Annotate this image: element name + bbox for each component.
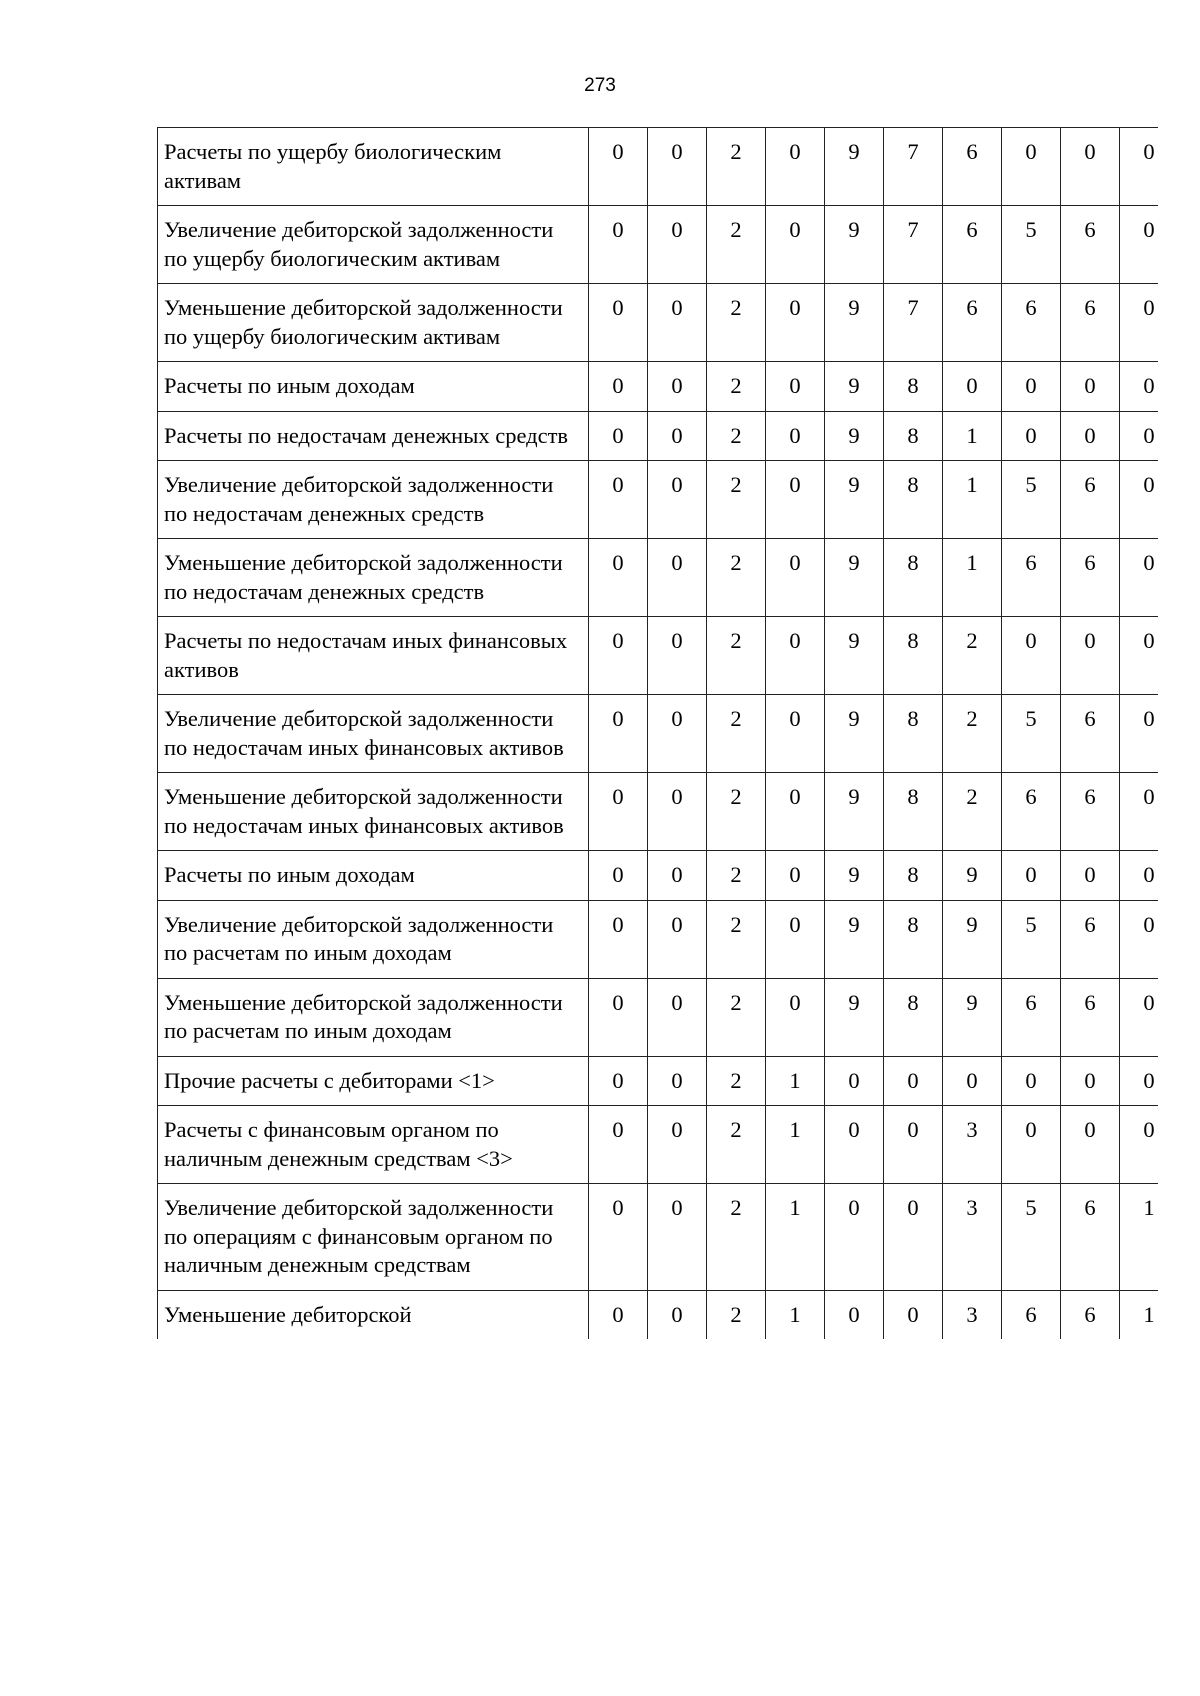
code-digit: 3 xyxy=(943,1184,1002,1291)
code-digit: 9 xyxy=(825,978,884,1056)
code-digit: 0 xyxy=(648,1184,707,1291)
code-digit: 1 xyxy=(943,461,1002,539)
code-digit: 9 xyxy=(825,539,884,617)
code-digit: 0 xyxy=(1061,617,1120,695)
code-digit: 0 xyxy=(648,284,707,362)
code-digit: 0 xyxy=(589,206,648,284)
code-digit: 0 xyxy=(648,411,707,461)
code-digit: 7 xyxy=(884,128,943,206)
code-digit: 6 xyxy=(943,284,1002,362)
table-row xyxy=(158,617,1159,695)
code-digit: 0 xyxy=(943,362,1002,412)
page-number: 273 xyxy=(584,75,616,96)
table-row xyxy=(158,978,1159,1056)
row-label: Уменьшение дебиторской xyxy=(158,1290,589,1339)
code-digit: 0 xyxy=(1120,461,1159,539)
code-digit: 0 xyxy=(1120,1056,1159,1106)
code-digit: 0 xyxy=(648,1290,707,1339)
table-row xyxy=(158,362,1159,412)
code-digit: 5 xyxy=(1002,695,1061,773)
code-digit: 0 xyxy=(766,851,825,901)
code-digit: 0 xyxy=(825,1106,884,1184)
code-digit: 2 xyxy=(707,1056,766,1106)
code-digit: 0 xyxy=(1120,1106,1159,1184)
row-label: Увеличение дебиторской задолженности по недостачам иных финансовых активов xyxy=(158,695,589,773)
code-digit: 6 xyxy=(1002,1290,1061,1339)
code-digit: 0 xyxy=(589,1056,648,1106)
row-label: Уменьшение дебиторской задолженности по ущербу биологическим активам xyxy=(158,284,589,362)
code-digit: 9 xyxy=(825,851,884,901)
code-digit: 0 xyxy=(1002,128,1061,206)
code-digit: 6 xyxy=(1061,773,1120,851)
table-row xyxy=(158,900,1159,978)
code-digit: 0 xyxy=(1002,851,1061,901)
code-digit: 0 xyxy=(648,206,707,284)
code-digit: 0 xyxy=(1120,851,1159,901)
row-label: Расчеты по ущербу биологическим активам xyxy=(158,128,589,206)
code-digit: 9 xyxy=(825,900,884,978)
code-digit: 0 xyxy=(1120,206,1159,284)
code-digit: 5 xyxy=(1002,206,1061,284)
code-digit: 0 xyxy=(589,773,648,851)
row-label: Расчеты по недостачам денежных средств xyxy=(158,411,589,461)
code-digit: 0 xyxy=(766,539,825,617)
code-digit: 0 xyxy=(648,1056,707,1106)
code-digit: 0 xyxy=(1120,978,1159,1056)
code-digit: 0 xyxy=(648,539,707,617)
code-digit: 0 xyxy=(589,851,648,901)
table-row xyxy=(158,851,1159,901)
table-row xyxy=(158,1290,1159,1339)
code-digit: 0 xyxy=(648,773,707,851)
code-digit: 0 xyxy=(884,1184,943,1291)
code-digit: 0 xyxy=(1120,284,1159,362)
code-digit: 6 xyxy=(1061,1290,1120,1339)
table-container xyxy=(157,127,1158,1624)
row-label: Расчеты по иным доходам xyxy=(158,851,589,901)
code-digit: 2 xyxy=(707,461,766,539)
code-digit: 0 xyxy=(648,128,707,206)
code-digit: 0 xyxy=(766,900,825,978)
code-digit: 0 xyxy=(766,773,825,851)
code-digit: 0 xyxy=(1120,362,1159,412)
code-digit: 0 xyxy=(648,461,707,539)
code-digit: 0 xyxy=(589,128,648,206)
code-digit: 0 xyxy=(589,411,648,461)
code-digit: 2 xyxy=(707,851,766,901)
table-row xyxy=(158,1184,1159,1291)
code-digit: 9 xyxy=(825,128,884,206)
code-digit: 7 xyxy=(884,206,943,284)
table-row xyxy=(158,128,1159,206)
code-digit: 0 xyxy=(589,695,648,773)
code-digit: 1 xyxy=(766,1056,825,1106)
code-digit: 1 xyxy=(943,411,1002,461)
code-digit: 2 xyxy=(707,1290,766,1339)
code-digit: 0 xyxy=(766,362,825,412)
code-digit: 0 xyxy=(766,128,825,206)
code-digit: 0 xyxy=(766,411,825,461)
code-digit: 6 xyxy=(943,128,1002,206)
code-digit: 0 xyxy=(1002,411,1061,461)
code-digit: 6 xyxy=(1061,1184,1120,1291)
code-digit: 6 xyxy=(1061,461,1120,539)
code-digit: 0 xyxy=(589,1290,648,1339)
code-digit: 9 xyxy=(825,617,884,695)
code-digit: 0 xyxy=(648,617,707,695)
code-digit: 9 xyxy=(825,206,884,284)
code-digit: 8 xyxy=(884,773,943,851)
table-row xyxy=(158,461,1159,539)
code-digit: 9 xyxy=(825,461,884,539)
code-digit: 0 xyxy=(589,617,648,695)
code-digit: 0 xyxy=(648,978,707,1056)
code-digit: 0 xyxy=(648,695,707,773)
code-digit: 0 xyxy=(766,978,825,1056)
code-digit: 9 xyxy=(943,978,1002,1056)
code-digit: 0 xyxy=(589,900,648,978)
code-digit: 0 xyxy=(589,978,648,1056)
code-digit: 0 xyxy=(1120,695,1159,773)
code-digit: 0 xyxy=(589,362,648,412)
code-digit: 0 xyxy=(1120,539,1159,617)
row-label: Расчеты с финансовым органом по наличным денежным средствам <3> xyxy=(158,1106,589,1184)
code-digit: 0 xyxy=(1061,128,1120,206)
code-digit: 0 xyxy=(766,284,825,362)
code-digit: 0 xyxy=(648,362,707,412)
code-digit: 0 xyxy=(1120,411,1159,461)
code-digit: 3 xyxy=(943,1106,1002,1184)
row-label: Увеличение дебиторской задолженности по расчетам по иным доходам xyxy=(158,900,589,978)
code-digit: 0 xyxy=(766,617,825,695)
account-codes-table xyxy=(157,127,1158,1339)
code-digit: 6 xyxy=(943,206,1002,284)
code-digit: 6 xyxy=(1002,539,1061,617)
code-digit: 0 xyxy=(825,1290,884,1339)
code-digit: 0 xyxy=(648,851,707,901)
row-label: Уменьшение дебиторской задолженности по недостачам денежных средств xyxy=(158,539,589,617)
code-digit: 0 xyxy=(1002,1056,1061,1106)
code-digit: 2 xyxy=(707,128,766,206)
code-digit: 8 xyxy=(884,362,943,412)
code-digit: 1 xyxy=(943,539,1002,617)
row-label: Увеличение дебиторской задолженности по операциям с финансовым органом по наличным денежным средствам xyxy=(158,1184,589,1291)
row-label: Уменьшение дебиторской задолженности по недостачам иных финансовых активов xyxy=(158,773,589,851)
table-row xyxy=(158,773,1159,851)
code-digit: 2 xyxy=(943,617,1002,695)
code-digit: 0 xyxy=(589,461,648,539)
code-digit: 9 xyxy=(825,284,884,362)
code-digit: 1 xyxy=(766,1290,825,1339)
code-digit: 6 xyxy=(1061,978,1120,1056)
code-digit: 8 xyxy=(884,539,943,617)
code-digit: 2 xyxy=(707,539,766,617)
code-digit: 9 xyxy=(825,362,884,412)
code-digit: 9 xyxy=(943,851,1002,901)
code-digit: 9 xyxy=(825,695,884,773)
row-label: Прочие расчеты с дебиторами <1> xyxy=(158,1056,589,1106)
table-row xyxy=(158,695,1159,773)
code-digit: 2 xyxy=(707,206,766,284)
code-digit: 0 xyxy=(766,695,825,773)
code-digit: 6 xyxy=(1061,284,1120,362)
code-digit: 0 xyxy=(589,1106,648,1184)
row-label: Увеличение дебиторской задолженности по ущербу биологическим активам xyxy=(158,206,589,284)
code-digit: 6 xyxy=(1061,695,1120,773)
code-digit: 0 xyxy=(1061,1056,1120,1106)
code-digit: 8 xyxy=(884,411,943,461)
code-digit: 0 xyxy=(1002,617,1061,695)
code-digit: 2 xyxy=(707,900,766,978)
code-digit: 6 xyxy=(1061,206,1120,284)
code-digit: 5 xyxy=(1002,900,1061,978)
table-row xyxy=(158,1106,1159,1184)
code-digit: 9 xyxy=(943,900,1002,978)
code-digit: 1 xyxy=(1120,1290,1159,1339)
code-digit: 2 xyxy=(943,773,1002,851)
code-digit: 8 xyxy=(884,851,943,901)
code-digit: 0 xyxy=(1002,1106,1061,1184)
table-row xyxy=(158,284,1159,362)
code-digit: 6 xyxy=(1002,773,1061,851)
table-row xyxy=(158,411,1159,461)
code-digit: 8 xyxy=(884,617,943,695)
code-digit: 2 xyxy=(707,284,766,362)
code-digit: 2 xyxy=(707,1184,766,1291)
code-digit: 6 xyxy=(1002,284,1061,362)
code-digit: 0 xyxy=(1120,900,1159,978)
code-digit: 0 xyxy=(1002,362,1061,412)
code-digit: 5 xyxy=(1002,461,1061,539)
table-row xyxy=(158,1056,1159,1106)
code-digit: 0 xyxy=(589,539,648,617)
code-digit: 6 xyxy=(1061,539,1120,617)
code-digit: 0 xyxy=(1061,362,1120,412)
code-digit: 0 xyxy=(1061,411,1120,461)
code-digit: 8 xyxy=(884,461,943,539)
row-label: Уменьшение дебиторской задолженности по расчетам по иным доходам xyxy=(158,978,589,1056)
code-digit: 0 xyxy=(825,1056,884,1106)
code-digit: 0 xyxy=(1061,1106,1120,1184)
code-digit: 6 xyxy=(1061,900,1120,978)
code-digit: 0 xyxy=(1120,617,1159,695)
code-digit: 9 xyxy=(825,773,884,851)
code-digit: 0 xyxy=(589,284,648,362)
code-digit: 8 xyxy=(884,978,943,1056)
code-digit: 2 xyxy=(707,362,766,412)
code-digit: 0 xyxy=(1061,851,1120,901)
code-digit: 0 xyxy=(648,900,707,978)
code-digit: 5 xyxy=(1002,1184,1061,1291)
code-digit: 2 xyxy=(943,695,1002,773)
code-digit: 0 xyxy=(825,1184,884,1291)
code-digit: 6 xyxy=(1002,978,1061,1056)
code-digit: 0 xyxy=(589,1184,648,1291)
code-digit: 9 xyxy=(825,411,884,461)
row-label: Расчеты по недостачам иных финансовых активов xyxy=(158,617,589,695)
row-label: Увеличение дебиторской задолженности по недостачам денежных средств xyxy=(158,461,589,539)
code-digit: 2 xyxy=(707,1106,766,1184)
code-digit: 3 xyxy=(943,1290,1002,1339)
code-digit: 0 xyxy=(943,1056,1002,1106)
code-digit: 0 xyxy=(884,1290,943,1339)
code-digit: 0 xyxy=(766,206,825,284)
code-digit: 0 xyxy=(1120,128,1159,206)
code-digit: 2 xyxy=(707,978,766,1056)
table-row xyxy=(158,206,1159,284)
table-row xyxy=(158,539,1159,617)
code-digit: 1 xyxy=(766,1106,825,1184)
code-digit: 0 xyxy=(766,461,825,539)
code-digit: 1 xyxy=(766,1184,825,1291)
code-digit: 2 xyxy=(707,617,766,695)
code-digit: 2 xyxy=(707,773,766,851)
code-digit: 7 xyxy=(884,284,943,362)
code-digit: 2 xyxy=(707,411,766,461)
code-digit: 0 xyxy=(648,1106,707,1184)
code-digit: 0 xyxy=(884,1106,943,1184)
code-digit: 2 xyxy=(707,695,766,773)
code-digit: 8 xyxy=(884,900,943,978)
row-label: Расчеты по иным доходам xyxy=(158,362,589,412)
code-digit: 8 xyxy=(884,695,943,773)
code-digit: 0 xyxy=(1120,773,1159,851)
table-body xyxy=(158,128,1159,1340)
code-digit: 0 xyxy=(884,1056,943,1106)
code-digit: 1 xyxy=(1120,1184,1159,1291)
